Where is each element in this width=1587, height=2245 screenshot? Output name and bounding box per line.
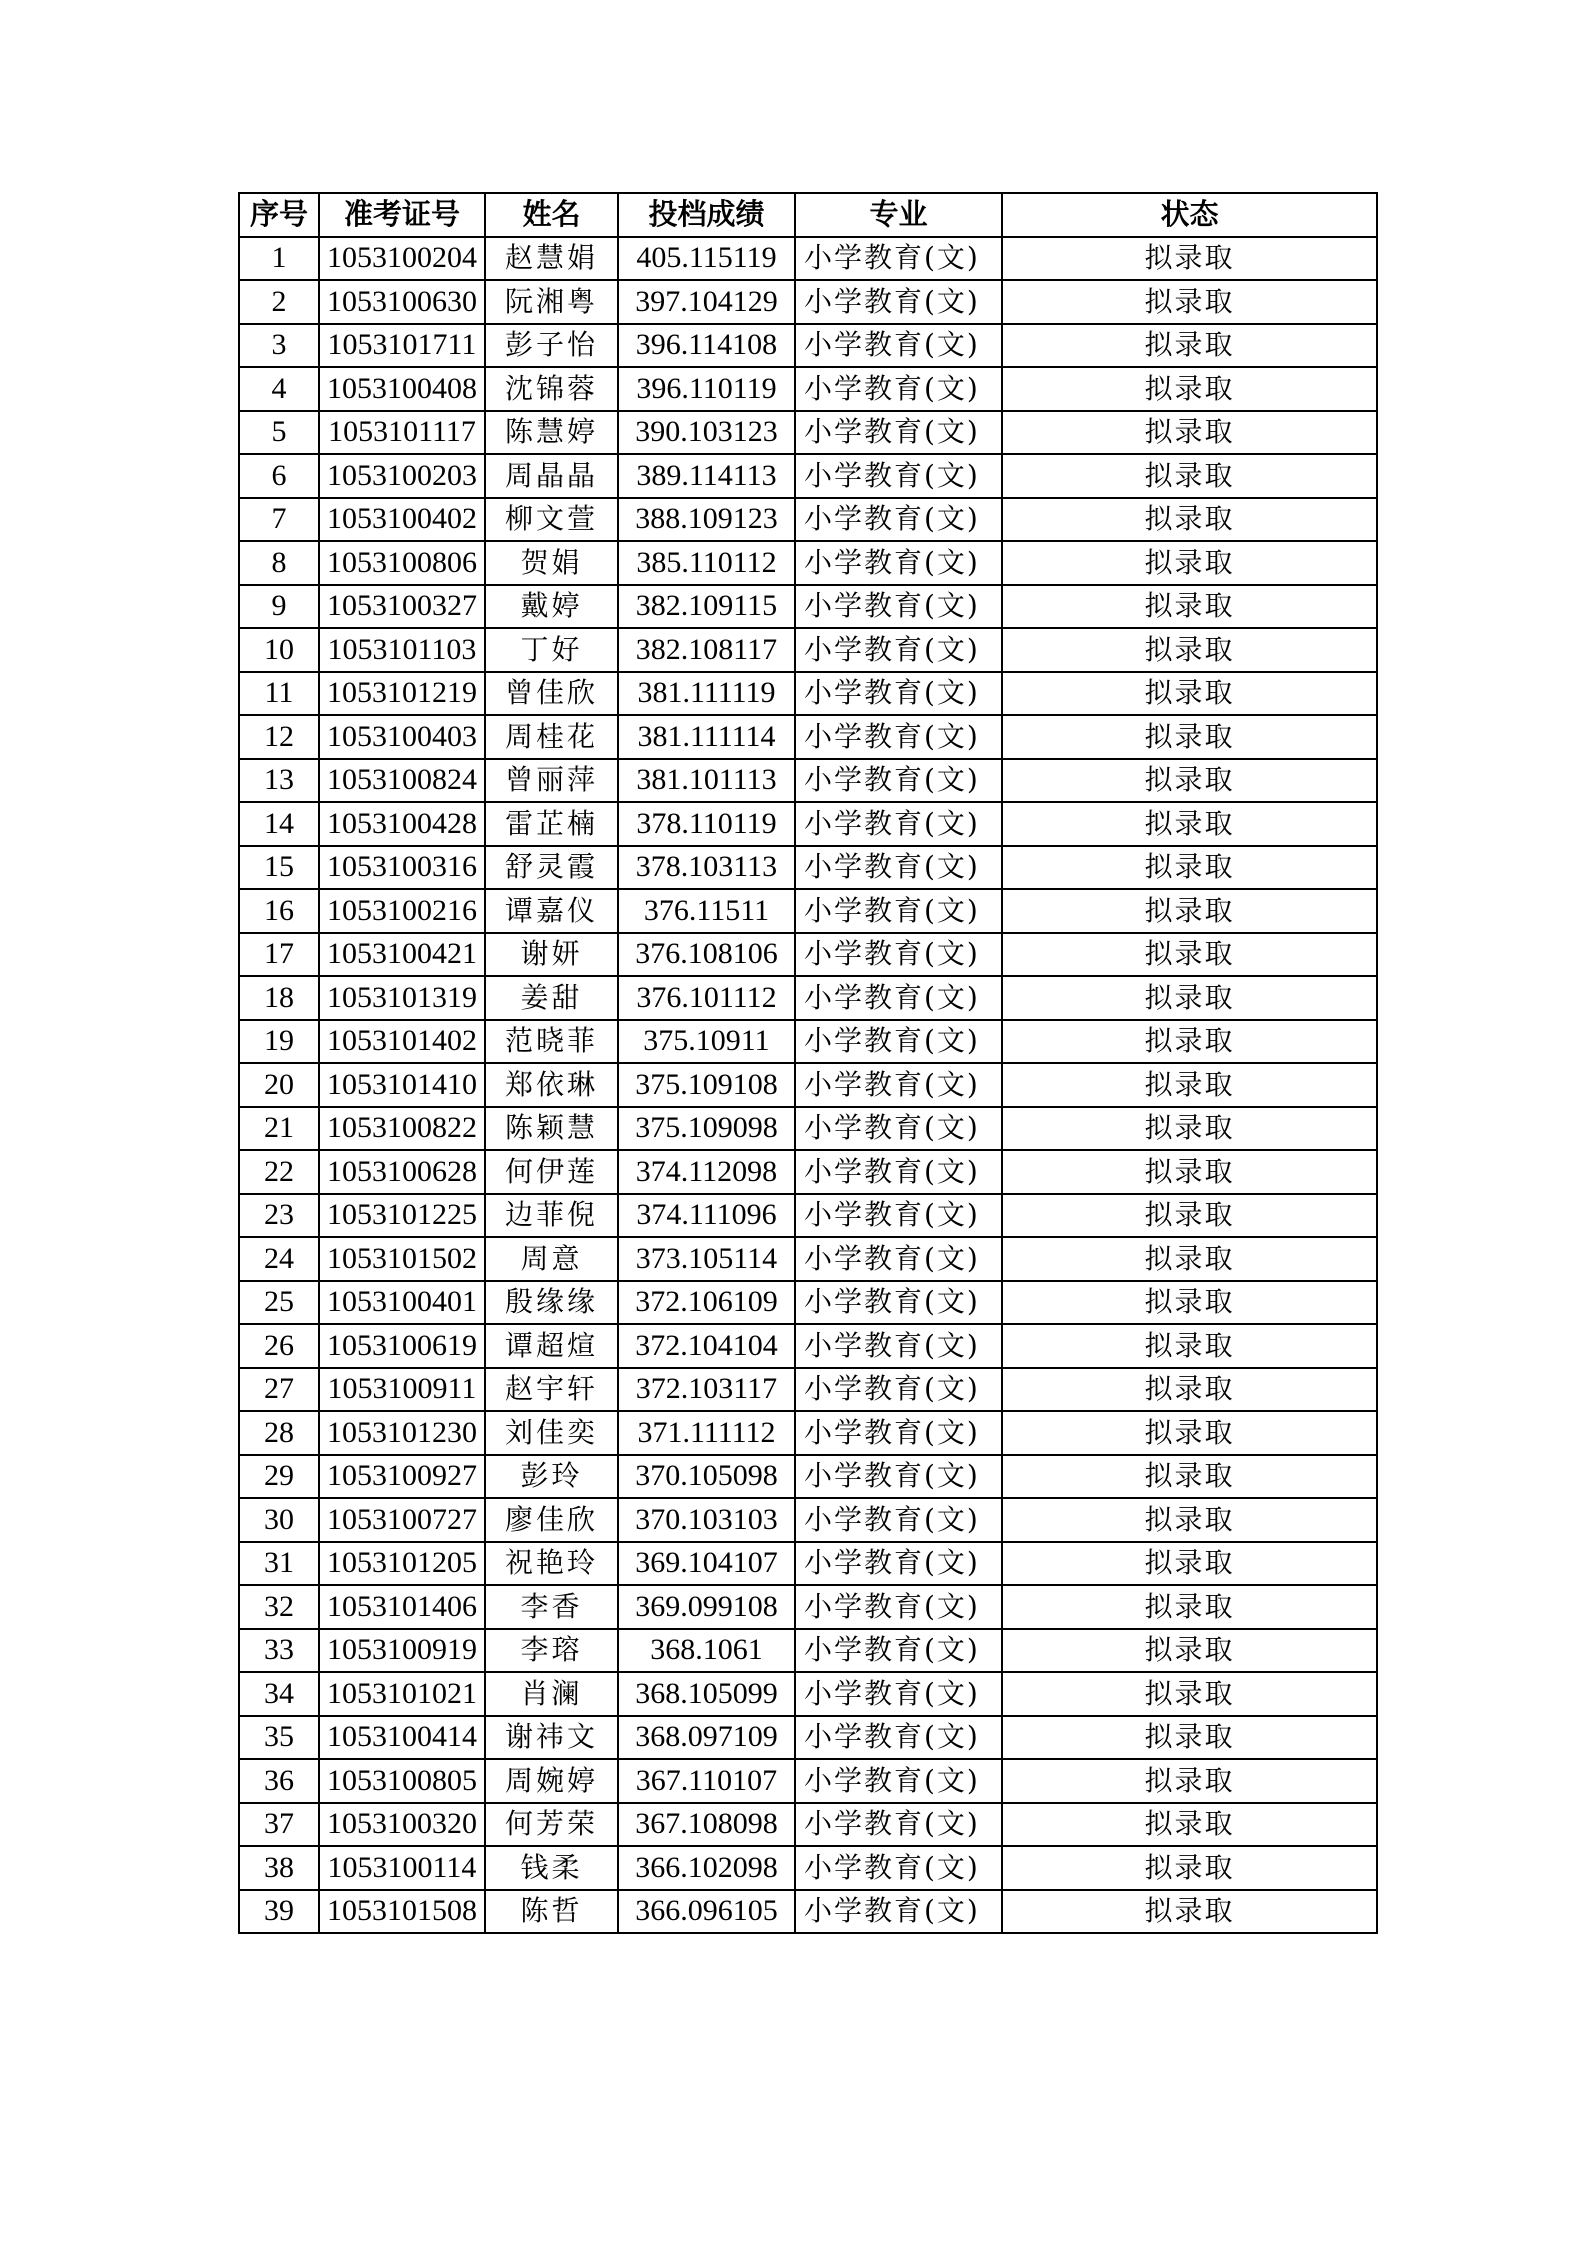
cell-status: 拟录取	[1002, 1846, 1377, 1890]
cell-seq: 13	[239, 759, 319, 803]
cell-score: 396.114108	[618, 324, 795, 368]
cell-exam-id: 1053100806	[319, 541, 485, 585]
cell-exam-id: 1053101402	[319, 1020, 485, 1064]
cell-exam-id: 1053100911	[319, 1368, 485, 1412]
cell-name: 周晶晶	[485, 454, 618, 498]
cell-status: 拟录取	[1002, 367, 1377, 411]
cell-major: 小学教育(文)	[795, 498, 1002, 542]
cell-seq: 30	[239, 1498, 319, 1542]
table-row	[239, 759, 1377, 803]
cell-status: 拟录取	[1002, 1194, 1377, 1238]
cell-status: 拟录取	[1002, 1324, 1377, 1368]
cell-name: 李瑢	[485, 1629, 618, 1673]
cell-status: 拟录取	[1002, 237, 1377, 281]
cell-seq: 33	[239, 1629, 319, 1673]
cell-score: 385.110112	[618, 541, 795, 585]
cell-status: 拟录取	[1002, 672, 1377, 716]
cell-status: 拟录取	[1002, 1629, 1377, 1673]
cell-exam-id: 1053100114	[319, 1846, 485, 1890]
cell-name: 柳文萱	[485, 498, 618, 542]
cell-name: 贺娟	[485, 541, 618, 585]
cell-status: 拟录取	[1002, 1237, 1377, 1281]
cell-seq: 36	[239, 1759, 319, 1803]
table-row	[239, 411, 1377, 455]
cell-exam-id: 1053101319	[319, 976, 485, 1020]
cell-score: 376.108106	[618, 933, 795, 977]
cell-status: 拟录取	[1002, 454, 1377, 498]
cell-seq: 31	[239, 1542, 319, 1586]
cell-seq: 29	[239, 1455, 319, 1499]
cell-name: 边菲倪	[485, 1194, 618, 1238]
table-row	[239, 1629, 1377, 1673]
cell-seq: 14	[239, 802, 319, 846]
cell-exam-id: 1053100421	[319, 933, 485, 977]
cell-name: 谢祎文	[485, 1716, 618, 1760]
cell-exam-id: 1053100414	[319, 1716, 485, 1760]
cell-exam-id: 1053101021	[319, 1672, 485, 1716]
cell-major: 小学教育(文)	[795, 759, 1002, 803]
cell-seq: 25	[239, 1281, 319, 1325]
cell-exam-id: 1053100401	[319, 1281, 485, 1325]
cell-seq: 6	[239, 454, 319, 498]
table-row	[239, 1585, 1377, 1629]
cell-seq: 21	[239, 1107, 319, 1151]
cell-status: 拟录取	[1002, 1411, 1377, 1455]
cell-major: 小学教育(文)	[795, 1585, 1002, 1629]
cell-name: 赵宇轩	[485, 1368, 618, 1412]
cell-score: 375.10911	[618, 1020, 795, 1064]
cell-name: 周桂花	[485, 715, 618, 759]
cell-major: 小学教育(文)	[795, 1281, 1002, 1325]
cell-major: 小学教育(文)	[795, 846, 1002, 890]
cell-exam-id: 1053101711	[319, 324, 485, 368]
cell-name: 谭超煊	[485, 1324, 618, 1368]
cell-major: 小学教育(文)	[795, 1498, 1002, 1542]
cell-status: 拟录取	[1002, 628, 1377, 672]
cell-score: 378.110119	[618, 802, 795, 846]
cell-major: 小学教育(文)	[795, 1759, 1002, 1803]
cell-status: 拟录取	[1002, 498, 1377, 542]
cell-exam-id: 1053100428	[319, 802, 485, 846]
table-row	[239, 1194, 1377, 1238]
cell-name: 何芳荣	[485, 1803, 618, 1847]
table-row	[239, 846, 1377, 890]
header-exam-id: 准考证号	[319, 193, 485, 237]
cell-status: 拟录取	[1002, 1716, 1377, 1760]
cell-seq: 3	[239, 324, 319, 368]
cell-exam-id: 1053100619	[319, 1324, 485, 1368]
cell-name: 周意	[485, 1237, 618, 1281]
table-row	[239, 1237, 1377, 1281]
table-row	[239, 715, 1377, 759]
cell-score: 372.103117	[618, 1368, 795, 1412]
cell-seq: 32	[239, 1585, 319, 1629]
cell-name: 肖澜	[485, 1672, 618, 1716]
cell-major: 小学教育(文)	[795, 672, 1002, 716]
cell-exam-id: 1053100805	[319, 1759, 485, 1803]
cell-major: 小学教育(文)	[795, 933, 1002, 977]
cell-major: 小学教育(文)	[795, 1107, 1002, 1151]
cell-exam-id: 1053101502	[319, 1237, 485, 1281]
table-row	[239, 1498, 1377, 1542]
cell-score: 376.11511	[618, 889, 795, 933]
cell-status: 拟录取	[1002, 585, 1377, 629]
cell-status: 拟录取	[1002, 1542, 1377, 1586]
table-row	[239, 1368, 1377, 1412]
cell-exam-id: 1053101225	[319, 1194, 485, 1238]
table-row	[239, 498, 1377, 542]
cell-seq: 34	[239, 1672, 319, 1716]
cell-major: 小学教育(文)	[795, 976, 1002, 1020]
cell-seq: 19	[239, 1020, 319, 1064]
cell-exam-id: 1053101219	[319, 672, 485, 716]
header-major: 专业	[795, 193, 1002, 237]
cell-seq: 23	[239, 1194, 319, 1238]
cell-status: 拟录取	[1002, 802, 1377, 846]
cell-status: 拟录取	[1002, 715, 1377, 759]
cell-name: 谭嘉仪	[485, 889, 618, 933]
cell-score: 369.099108	[618, 1585, 795, 1629]
table-row	[239, 585, 1377, 629]
cell-exam-id: 1053101103	[319, 628, 485, 672]
cell-exam-id: 1053100203	[319, 454, 485, 498]
table-row	[239, 367, 1377, 411]
cell-name: 阮湘粤	[485, 280, 618, 324]
cell-exam-id: 1053100408	[319, 367, 485, 411]
cell-status: 拟录取	[1002, 759, 1377, 803]
table-row	[239, 1107, 1377, 1151]
cell-major: 小学教育(文)	[795, 1455, 1002, 1499]
cell-exam-id: 1053100327	[319, 585, 485, 629]
table-row	[239, 1063, 1377, 1107]
cell-name: 廖佳欣	[485, 1498, 618, 1542]
cell-score: 381.111114	[618, 715, 795, 759]
cell-name: 陈哲	[485, 1890, 618, 1934]
cell-status: 拟录取	[1002, 933, 1377, 977]
cell-exam-id: 1053100204	[319, 237, 485, 281]
cell-name: 舒灵霞	[485, 846, 618, 890]
table-row	[239, 541, 1377, 585]
cell-major: 小学教育(文)	[795, 802, 1002, 846]
cell-score: 373.105114	[618, 1237, 795, 1281]
cell-major: 小学教育(文)	[795, 1629, 1002, 1673]
cell-name: 殷缘缘	[485, 1281, 618, 1325]
cell-score: 396.110119	[618, 367, 795, 411]
cell-exam-id: 1053100824	[319, 759, 485, 803]
cell-score: 374.111096	[618, 1194, 795, 1238]
cell-status: 拟录取	[1002, 324, 1377, 368]
cell-major: 小学教育(文)	[795, 324, 1002, 368]
header-status: 状态	[1002, 193, 1377, 237]
cell-major: 小学教育(文)	[795, 280, 1002, 324]
cell-score: 390.103123	[618, 411, 795, 455]
table-row	[239, 1150, 1377, 1194]
cell-major: 小学教育(文)	[795, 715, 1002, 759]
table-row	[239, 1890, 1377, 1934]
table-row	[239, 1716, 1377, 1760]
cell-name: 祝艳玲	[485, 1542, 618, 1586]
table-row	[239, 280, 1377, 324]
cell-major: 小学教育(文)	[795, 1324, 1002, 1368]
cell-major: 小学教育(文)	[795, 541, 1002, 585]
cell-status: 拟录取	[1002, 411, 1377, 455]
cell-score: 378.103113	[618, 846, 795, 890]
cell-major: 小学教育(文)	[795, 1890, 1002, 1934]
cell-name: 沈锦蓉	[485, 367, 618, 411]
table-row	[239, 889, 1377, 933]
cell-seq: 15	[239, 846, 319, 890]
cell-name: 钱柔	[485, 1846, 618, 1890]
table-row	[239, 1803, 1377, 1847]
cell-exam-id: 1053100727	[319, 1498, 485, 1542]
header-seq: 序号	[239, 193, 319, 237]
cell-seq: 28	[239, 1411, 319, 1455]
cell-seq: 27	[239, 1368, 319, 1412]
cell-name: 曾丽萍	[485, 759, 618, 803]
cell-name: 李香	[485, 1585, 618, 1629]
cell-name: 曾佳欣	[485, 672, 618, 716]
table-row	[239, 1281, 1377, 1325]
cell-seq: 35	[239, 1716, 319, 1760]
cell-status: 拟录取	[1002, 1368, 1377, 1412]
cell-score: 371.111112	[618, 1411, 795, 1455]
cell-score: 368.097109	[618, 1716, 795, 1760]
table-row	[239, 976, 1377, 1020]
cell-major: 小学教育(文)	[795, 237, 1002, 281]
cell-exam-id: 1053100403	[319, 715, 485, 759]
cell-status: 拟录取	[1002, 976, 1377, 1020]
cell-seq: 7	[239, 498, 319, 542]
table-row	[239, 933, 1377, 977]
table-row	[239, 628, 1377, 672]
cell-score: 376.101112	[618, 976, 795, 1020]
cell-exam-id: 1053100216	[319, 889, 485, 933]
cell-major: 小学教育(文)	[795, 411, 1002, 455]
cell-seq: 24	[239, 1237, 319, 1281]
table-row	[239, 1759, 1377, 1803]
cell-exam-id: 1053101205	[319, 1542, 485, 1586]
cell-status: 拟录取	[1002, 1585, 1377, 1629]
cell-major: 小学教育(文)	[795, 1020, 1002, 1064]
cell-score: 374.112098	[618, 1150, 795, 1194]
table-row	[239, 1672, 1377, 1716]
cell-score: 370.105098	[618, 1455, 795, 1499]
cell-status: 拟录取	[1002, 1803, 1377, 1847]
cell-seq: 1	[239, 237, 319, 281]
cell-major: 小学教育(文)	[795, 889, 1002, 933]
cell-seq: 38	[239, 1846, 319, 1890]
cell-exam-id: 1053101508	[319, 1890, 485, 1934]
cell-score: 369.104107	[618, 1542, 795, 1586]
table-row	[239, 237, 1377, 281]
cell-major: 小学教育(文)	[795, 1237, 1002, 1281]
cell-status: 拟录取	[1002, 1890, 1377, 1934]
cell-status: 拟录取	[1002, 280, 1377, 324]
cell-score: 368.1061	[618, 1629, 795, 1673]
cell-name: 姜甜	[485, 976, 618, 1020]
table-row	[239, 1411, 1377, 1455]
cell-score: 368.105099	[618, 1672, 795, 1716]
cell-score: 388.109123	[618, 498, 795, 542]
cell-major: 小学教育(文)	[795, 1672, 1002, 1716]
cell-exam-id: 1053101230	[319, 1411, 485, 1455]
cell-seq: 17	[239, 933, 319, 977]
cell-seq: 37	[239, 1803, 319, 1847]
cell-score: 372.104104	[618, 1324, 795, 1368]
cell-exam-id: 1053100822	[319, 1107, 485, 1151]
cell-major: 小学教育(文)	[795, 1716, 1002, 1760]
cell-major: 小学教育(文)	[795, 1411, 1002, 1455]
cell-score: 367.110107	[618, 1759, 795, 1803]
cell-seq: 9	[239, 585, 319, 629]
cell-major: 小学教育(文)	[795, 1194, 1002, 1238]
table-header-row	[239, 193, 1377, 237]
cell-score: 366.102098	[618, 1846, 795, 1890]
cell-exam-id: 1053101117	[319, 411, 485, 455]
table-row	[239, 802, 1377, 846]
cell-seq: 2	[239, 280, 319, 324]
cell-major: 小学教育(文)	[795, 367, 1002, 411]
header-name: 姓名	[485, 193, 618, 237]
table-row	[239, 1020, 1377, 1064]
cell-score: 370.103103	[618, 1498, 795, 1542]
cell-score: 405.115119	[618, 237, 795, 281]
cell-exam-id: 1053100927	[319, 1455, 485, 1499]
cell-status: 拟录取	[1002, 889, 1377, 933]
cell-score: 381.111119	[618, 672, 795, 716]
cell-score: 375.109098	[618, 1107, 795, 1151]
cell-exam-id: 1053100630	[319, 280, 485, 324]
cell-name: 彭子怡	[485, 324, 618, 368]
cell-status: 拟录取	[1002, 1281, 1377, 1325]
table-row	[239, 1324, 1377, 1368]
cell-seq: 11	[239, 672, 319, 716]
cell-major: 小学教育(文)	[795, 628, 1002, 672]
cell-score: 381.101113	[618, 759, 795, 803]
cell-name: 周婉婷	[485, 1759, 618, 1803]
cell-major: 小学教育(文)	[795, 454, 1002, 498]
cell-seq: 8	[239, 541, 319, 585]
cell-major: 小学教育(文)	[795, 1063, 1002, 1107]
cell-status: 拟录取	[1002, 1455, 1377, 1499]
table-row	[239, 324, 1377, 368]
cell-name: 陈慧婷	[485, 411, 618, 455]
cell-exam-id: 1053100402	[319, 498, 485, 542]
cell-name: 谢妍	[485, 933, 618, 977]
cell-seq: 10	[239, 628, 319, 672]
cell-name: 陈颖慧	[485, 1107, 618, 1151]
table-row	[239, 672, 1377, 716]
cell-seq: 22	[239, 1150, 319, 1194]
cell-score: 375.109108	[618, 1063, 795, 1107]
cell-exam-id: 1053100320	[319, 1803, 485, 1847]
cell-status: 拟录取	[1002, 541, 1377, 585]
cell-status: 拟录取	[1002, 846, 1377, 890]
cell-status: 拟录取	[1002, 1498, 1377, 1542]
cell-score: 372.106109	[618, 1281, 795, 1325]
cell-status: 拟录取	[1002, 1063, 1377, 1107]
cell-seq: 20	[239, 1063, 319, 1107]
cell-seq: 39	[239, 1890, 319, 1934]
cell-status: 拟录取	[1002, 1150, 1377, 1194]
cell-name: 范晓菲	[485, 1020, 618, 1064]
cell-seq: 5	[239, 411, 319, 455]
cell-major: 小学教育(文)	[795, 1803, 1002, 1847]
cell-score: 382.109115	[618, 585, 795, 629]
cell-status: 拟录取	[1002, 1020, 1377, 1064]
cell-name: 赵慧娟	[485, 237, 618, 281]
table-row	[239, 454, 1377, 498]
cell-major: 小学教育(文)	[795, 585, 1002, 629]
cell-name: 刘佳奕	[485, 1411, 618, 1455]
cell-score: 397.104129	[618, 280, 795, 324]
cell-status: 拟录取	[1002, 1107, 1377, 1151]
table-row	[239, 1846, 1377, 1890]
cell-score: 367.108098	[618, 1803, 795, 1847]
table-row	[239, 1455, 1377, 1499]
cell-seq: 16	[239, 889, 319, 933]
cell-exam-id: 1053100628	[319, 1150, 485, 1194]
cell-seq: 12	[239, 715, 319, 759]
cell-major: 小学教育(文)	[795, 1846, 1002, 1890]
cell-major: 小学教育(文)	[795, 1542, 1002, 1586]
cell-status: 拟录取	[1002, 1672, 1377, 1716]
cell-score: 382.108117	[618, 628, 795, 672]
admission-table	[238, 192, 1378, 1934]
cell-name: 丁好	[485, 628, 618, 672]
cell-score: 389.114113	[618, 454, 795, 498]
cell-exam-id: 1053101406	[319, 1585, 485, 1629]
cell-name: 何伊莲	[485, 1150, 618, 1194]
cell-major: 小学教育(文)	[795, 1368, 1002, 1412]
cell-seq: 26	[239, 1324, 319, 1368]
cell-seq: 4	[239, 367, 319, 411]
header-score: 投档成绩	[618, 193, 795, 237]
cell-exam-id: 1053101410	[319, 1063, 485, 1107]
cell-seq: 18	[239, 976, 319, 1020]
table-body	[239, 237, 1377, 1934]
cell-name: 彭玲	[485, 1455, 618, 1499]
cell-exam-id: 1053100316	[319, 846, 485, 890]
table-row	[239, 1542, 1377, 1586]
cell-status: 拟录取	[1002, 1759, 1377, 1803]
cell-exam-id: 1053100919	[319, 1629, 485, 1673]
cell-name: 戴婷	[485, 585, 618, 629]
cell-major: 小学教育(文)	[795, 1150, 1002, 1194]
cell-name: 雷芷楠	[485, 802, 618, 846]
cell-name: 郑依琳	[485, 1063, 618, 1107]
cell-score: 366.096105	[618, 1890, 795, 1934]
